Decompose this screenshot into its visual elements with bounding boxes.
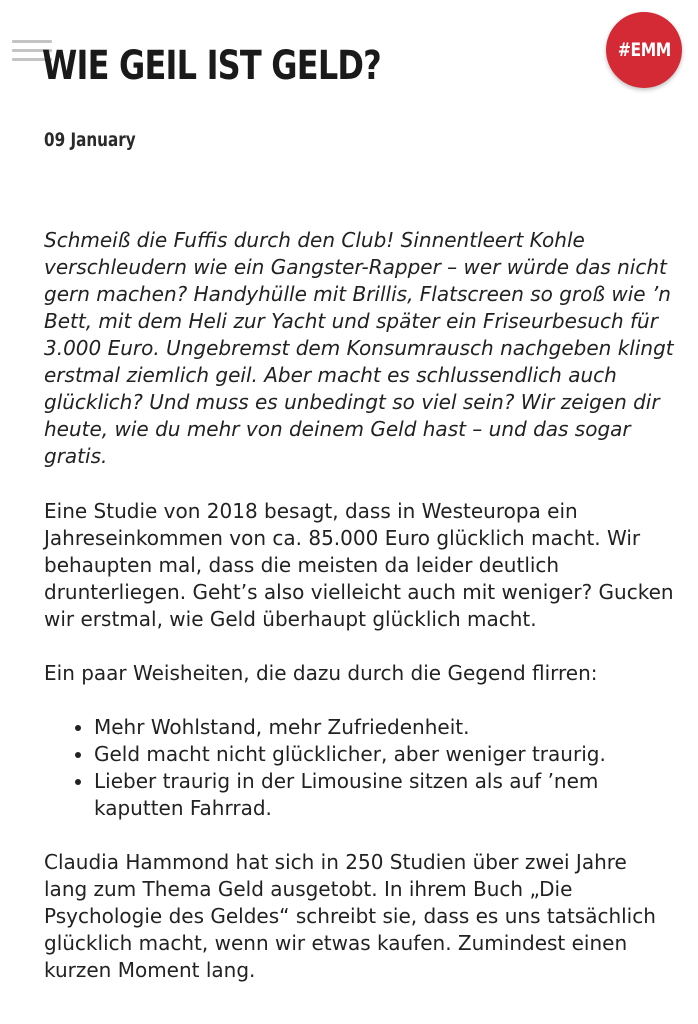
list-item: • Geld macht nicht glücklicher, aber weniger traurig. xyxy=(94,741,674,768)
paragraph-hammond: Claudia Hammond hat sich in 250 Studien über zwei Jahre lang zum Thema Geld ausgetobt. In ihrem Buch „Die Psychologie des Geldes“ schreibt sie, dass es uns tatsächlich glücklich macht, wenn wir etwas kaufen. Zumindest einen kurzen Moment lang. xyxy=(44,850,656,982)
paragraph-wisdoms: Ein paar Weisheiten, die dazu durch die Gegend flirren: xyxy=(44,661,598,685)
page-title: WIE GEIL IST GELD? xyxy=(42,43,381,89)
badge-label: #EMM xyxy=(617,39,671,61)
intro-paragraph: Schmeiß die Fuffis durch den Club! Sinnentleert Kohle verschleudern wie ein Gangster-Rapper – wer würde das nicht gern machen? Handyhülle mit Brillis, Flatscreen so groß wie ’n Bett, mit dem Heli zur Yacht und später ein Friseurbesuch für 3.000 Euro. Ungebremst dem Konsumrausch nachgeben klingt erstmal ziemlich geil. Aber macht es schlussendlich auch glücklich? Und muss es unbedingt so viel sein? Wir zeigen dir heute, wie du mehr von deinem Geld hast – und das sogar gratis. xyxy=(44,228,674,468)
article-body xyxy=(44,227,674,1011)
paragraph-study: Eine Studie von 2018 besagt, dass in Westeuropa ein Jahreseinkommen von ca. 85.000 Euro glücklich macht. Wir behaupten mal, dass die meisten da leider deutlich drunterliegen. Geht’s also vielleicht auch mit weniger? Gucken wir erstmal, wie Geld überhaupt glücklich macht. xyxy=(44,499,674,631)
list-item: • Lieber traurig in der Limousine sitzen als auf ’nem kaputten Fahrrad. xyxy=(94,768,674,822)
list-item: • Mehr Wohlstand, mehr Zufriedenheit. xyxy=(94,714,674,741)
emm-badge-button[interactable] xyxy=(606,12,682,88)
wisdom-list xyxy=(44,714,674,822)
article-date: 09 January xyxy=(44,129,136,151)
